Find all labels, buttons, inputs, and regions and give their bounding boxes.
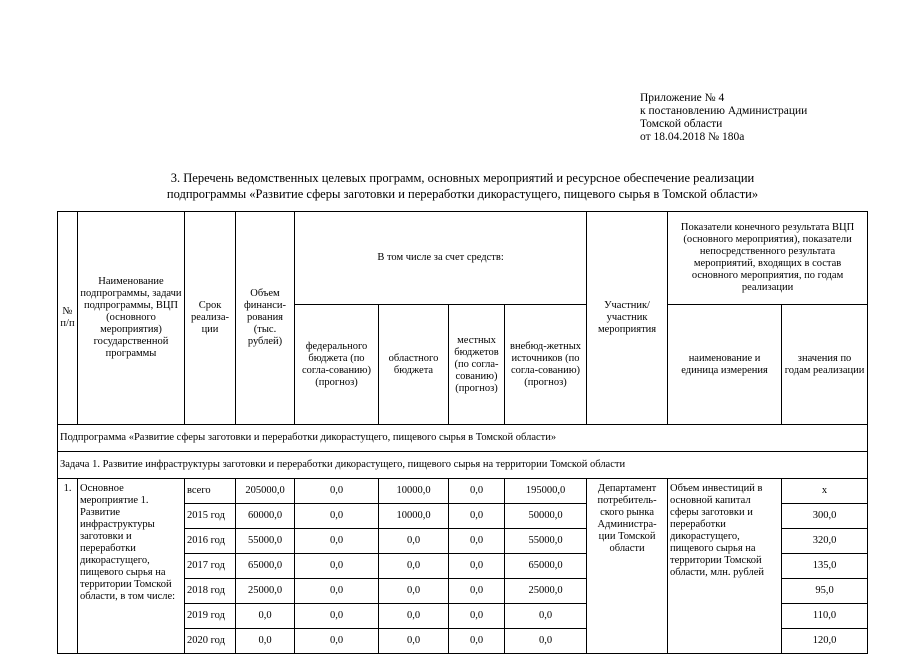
title-line-1: 3. Перечень ведомственных целевых программ, основных мероприятий и ресурсное обеспечение реализации <box>170 171 755 185</box>
title-line-2: подпрограммы «Развитие сферы заготовки и переработки дикорастущего, пищевого сырья в Томской области» <box>166 187 759 201</box>
header-participant: Участник/ участник мероприятия <box>587 212 668 425</box>
cell-regional: 10000,0 <box>379 504 449 529</box>
cell-offbudget: 25000,0 <box>505 579 587 604</box>
measure-indicator: Объем инвестиций в основной капитал сферы заготовки и переработки дикорастущего, пищевого сырья на территории Томской области, млн. рублей <box>668 479 782 654</box>
cell-local: 0,0 <box>449 504 505 529</box>
cell-local: 0,0 <box>449 554 505 579</box>
cell-volume: 65000,0 <box>236 554 295 579</box>
cell-term: 2015 год <box>185 504 236 529</box>
cell-term: 2016 год <box>185 529 236 554</box>
cell-offbudget: 0,0 <box>505 604 587 629</box>
cell-volume: 25000,0 <box>236 579 295 604</box>
cell-value: 135,0 <box>782 554 868 579</box>
cell-regional: 0,0 <box>379 604 449 629</box>
cell-offbudget: 55000,0 <box>505 529 587 554</box>
cell-offbudget: 195000,0 <box>505 479 587 504</box>
cell-value: 300,0 <box>782 504 868 529</box>
cell-local: 0,0 <box>449 629 505 654</box>
appendix-line: от 18.04.2018 № 180а <box>640 131 745 143</box>
cell-offbudget: 65000,0 <box>505 554 587 579</box>
cell-volume: 205000,0 <box>236 479 295 504</box>
appendix-line: к постановлению Администрации <box>640 105 808 117</box>
cell-regional: 10000,0 <box>379 479 449 504</box>
cell-local: 0,0 <box>449 579 505 604</box>
header-regional: областного бюджета <box>379 305 449 425</box>
cell-federal: 0,0 <box>295 629 379 654</box>
cell-federal: 0,0 <box>295 554 379 579</box>
header-indicator-values: значения по годам реализации <box>782 305 868 425</box>
cell-federal: 0,0 <box>295 479 379 504</box>
cell-value: x <box>782 479 868 504</box>
header-volume: Объем финанси-рования (тыс. рублей) <box>236 212 295 425</box>
header-num: № п/п <box>58 212 78 425</box>
cell-term: 2019 год <box>185 604 236 629</box>
cell-value: 120,0 <box>782 629 868 654</box>
cell-offbudget: 0,0 <box>505 629 587 654</box>
cell-term: 2018 год <box>185 579 236 604</box>
cell-value: 110,0 <box>782 604 868 629</box>
cell-regional: 0,0 <box>379 529 449 554</box>
header-indicator-name: наименование и единица измерения <box>668 305 782 425</box>
header-name: Наименование подпрограммы, задачи подпрограммы, ВЦП (основного мероприятия) государственной программы <box>78 212 185 425</box>
cell-value: 320,0 <box>782 529 868 554</box>
measure-name: Основное мероприятие 1. Развитие инфраструктуры заготовки и переработки дикорастущего, пищевого сырья на территории Томской области, в том числе: <box>78 479 185 654</box>
cell-term: 2017 год <box>185 554 236 579</box>
appendix-line: Приложение № 4 <box>640 92 725 104</box>
subprogram-row: Подпрограмма «Развитие сферы заготовки и переработки дикорастущего, пищевого сырья в Томской области» <box>58 425 868 452</box>
task-row: Задача 1. Развитие инфраструктуры заготовки и переработки дикорастущего, пищевого сырья на территории Томской области <box>58 452 868 479</box>
measure-num: 1. <box>58 479 78 654</box>
cell-offbudget: 50000,0 <box>505 504 587 529</box>
header-offbudget: внебюд-жетных источников (по согла-сованию) (прогноз) <box>505 305 587 425</box>
measure-participant: Департамент потребитель-ского рынка Администра-ции Томской области <box>587 479 668 654</box>
resource-table <box>57 211 868 654</box>
cell-regional: 0,0 <box>379 629 449 654</box>
cell-federal: 0,0 <box>295 504 379 529</box>
table-row <box>58 479 868 504</box>
cell-federal: 0,0 <box>295 579 379 604</box>
cell-value: 95,0 <box>782 579 868 604</box>
cell-term: 2020 год <box>185 629 236 654</box>
cell-term: всего <box>185 479 236 504</box>
cell-volume: 60000,0 <box>236 504 295 529</box>
cell-local: 0,0 <box>449 479 505 504</box>
cell-volume: 0,0 <box>236 604 295 629</box>
header-indicators: Показатели конечного результата ВЦП (основного мероприятия), показатели непосредственного результата мероприятий, входящих в состав основного мероприятия, по годам реализации <box>668 212 868 305</box>
cell-regional: 0,0 <box>379 554 449 579</box>
cell-regional: 0,0 <box>379 579 449 604</box>
header-term: Срок реализа-ции <box>185 212 236 425</box>
cell-volume: 55000,0 <box>236 529 295 554</box>
header-including: В том числе за счет средств: <box>295 212 587 305</box>
cell-federal: 0,0 <box>295 529 379 554</box>
cell-federal: 0,0 <box>295 604 379 629</box>
cell-local: 0,0 <box>449 529 505 554</box>
cell-volume: 0,0 <box>236 629 295 654</box>
header-federal: федерального бюджета (по согла-сованию) (прогноз) <box>295 305 379 425</box>
header-local: местных бюджетов (по согла-сованию) (прогноз) <box>449 305 505 425</box>
appendix-line: Томской области <box>640 118 723 130</box>
document-title <box>57 170 868 202</box>
cell-local: 0,0 <box>449 604 505 629</box>
appendix-block <box>640 92 807 144</box>
